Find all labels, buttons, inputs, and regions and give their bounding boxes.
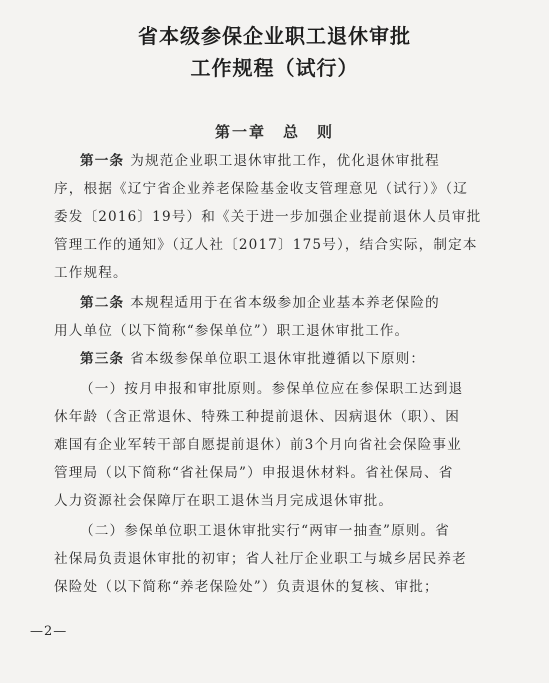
article2-label: 第二条 [80,295,125,311]
item2-line2: 社保局负责退休审批的初审；省人社厅企业职工与城乡居民养老 [54,551,467,567]
article3-text: 省本级参保单位职工退休审批遵循以下原则： [130,351,426,367]
item1-line4: 管理局（以下简称“省社保局”）申报退休材料。省社保局、省 [54,465,454,481]
article1-line3: 委发〔2016〕19号）和《关于进一步加强企业提前退休人员审批 [54,209,482,225]
article1-line1 [80,152,506,170]
item2-line1: （二）参保单位职工退休审批实行“两审一抽查”原则。省 [80,523,451,539]
article3-line1 [80,350,506,368]
article1-line2: 序，根据《辽宁省企业养老保险基金收支管理意见（试行）》（辽 [54,181,468,197]
article1-label: 第一条 [80,153,125,169]
item2-line3: 保险处（以下简称“养老保险处”）负责退休的复核、审批； [54,579,439,595]
article2-line1 [80,294,506,312]
item1-line5: 人力资源社会保障厅在职工退休当月完成退休审批。 [54,493,394,509]
article2-text: 本规程适用于在省本级参加企业基本养老保险的 [130,295,440,311]
article3-label: 第三条 [80,351,125,367]
article2-line2: 用人单位（以下简称“参保单位”）职工退休审批工作。 [54,323,410,339]
article1-line5: 工作规程。 [54,265,128,281]
item1-line2: 休年龄（含正常退休、特殊工种提前退休、因病退休（职）、困 [54,409,461,425]
item1-line3: 难国有企业军转干部自愿提前退休）前3个月向省社会保险事业 [54,437,462,453]
document-title-line1: 省本级参保企业职工退休审批 [138,24,411,48]
article1-line4: 管理工作的通知》（辽人社〔2017〕175号），结合实际，制定本 [54,237,478,253]
page-number: —2— [30,624,68,639]
article1-text: 为规范企业职工退休审批工作，优化退休审批程 [130,153,440,169]
chapter-heading: 第一章 总 则 [214,123,334,141]
item1-line1: （一）按月申报和审批原则。参保单位应在参保职工达到退 [80,381,464,397]
document-title-line2: 工作规程（试行） [190,56,359,80]
